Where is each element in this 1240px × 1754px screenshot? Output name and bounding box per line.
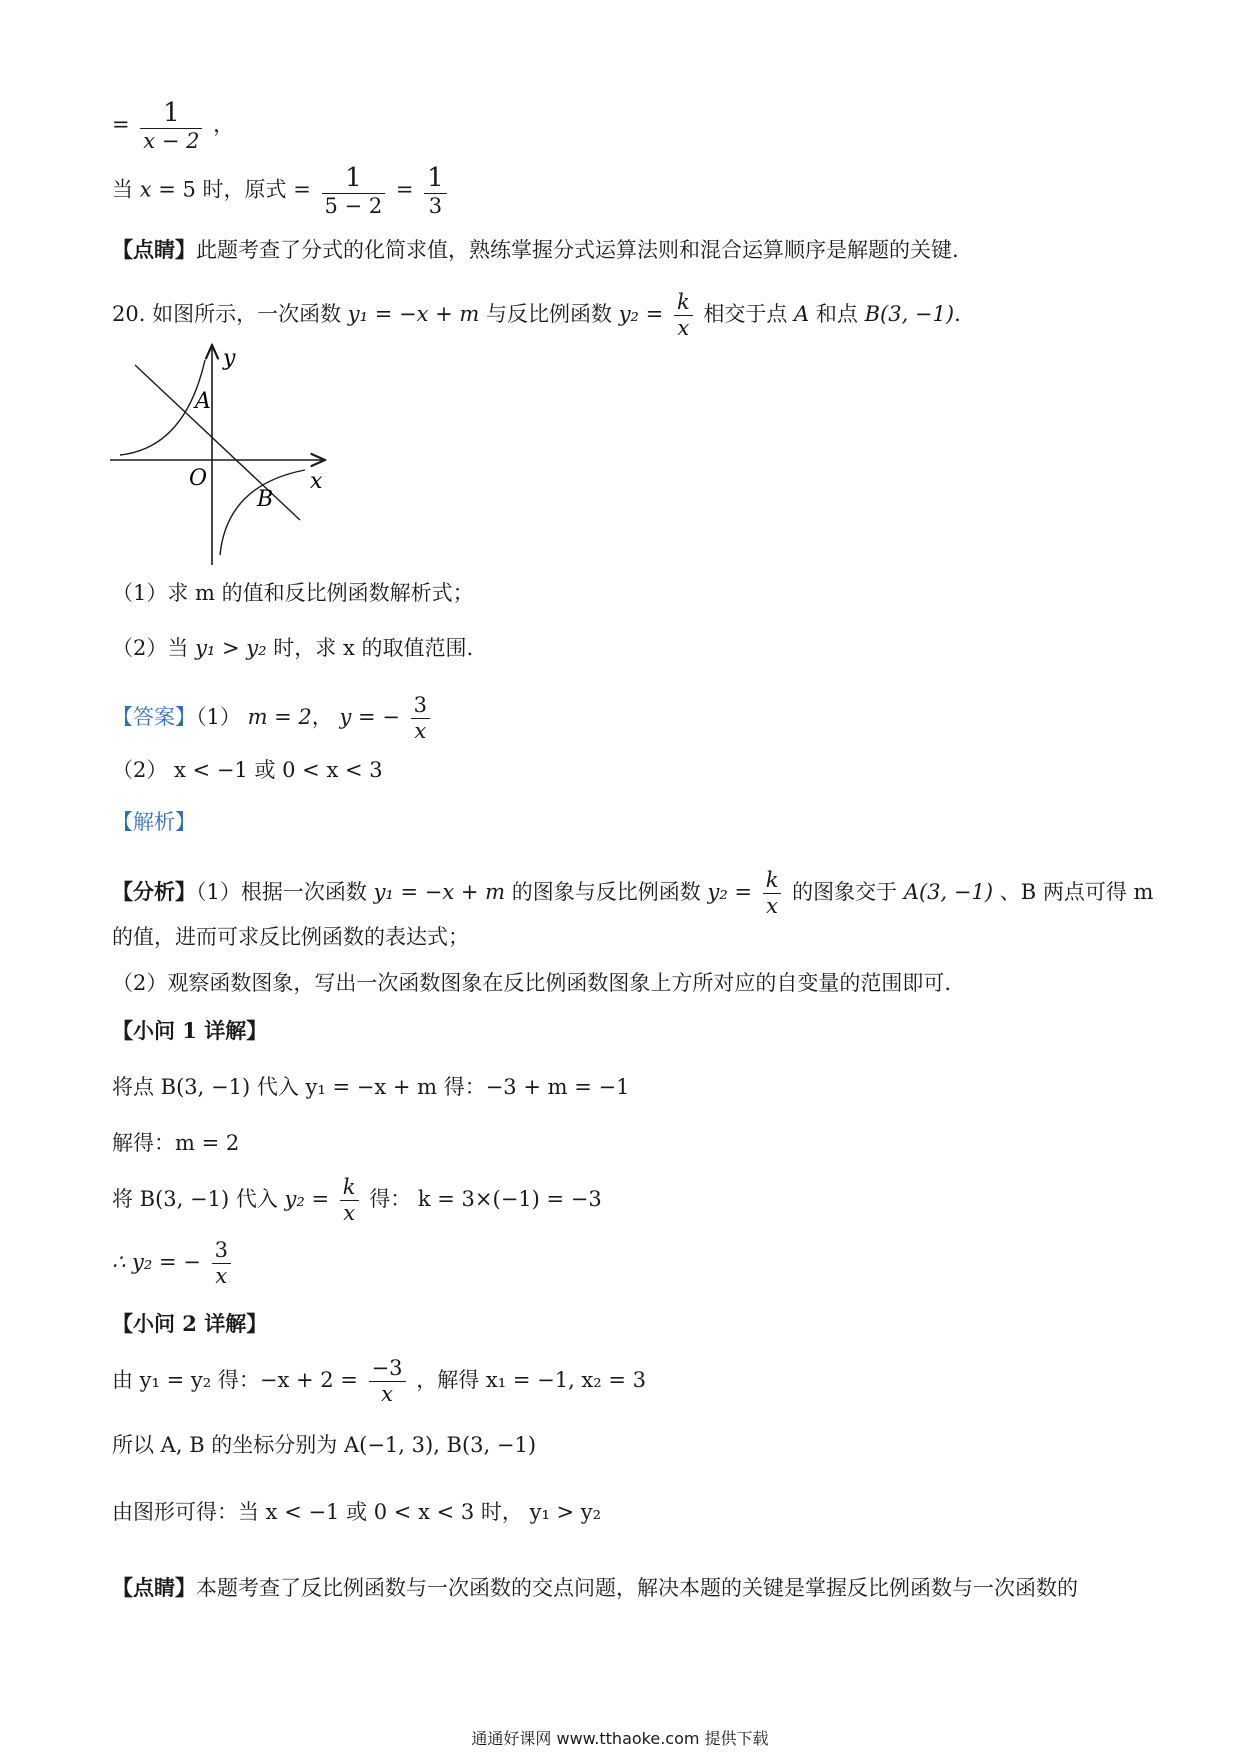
label-x: x xyxy=(310,469,323,494)
text: 时，求 x 的取值范围. xyxy=(273,636,474,660)
comma: ， xyxy=(213,112,235,137)
hyperbola-branch-left xyxy=(120,360,205,455)
denominator: x xyxy=(343,1201,356,1225)
fraction xyxy=(424,165,447,217)
evaluation-line xyxy=(112,165,451,217)
linear-equation: y₁ = −x + m xyxy=(373,880,506,904)
fraction xyxy=(369,1358,406,1405)
analysis-line-1 xyxy=(112,870,1153,917)
text: 将 B(3, −1) 代入 xyxy=(112,1187,278,1211)
numerator: k xyxy=(674,292,693,316)
dianjing-text: 本题考查了反比例函数与一次函数的交点问题，解决本题的关键是掌握反比例函数与一次函数的 xyxy=(196,1576,1078,1600)
text: 得： k = 3×(−1) = −3 xyxy=(369,1187,602,1211)
step-result-function xyxy=(112,1240,235,1287)
text: （1） xyxy=(196,705,241,729)
sub-question-1-label: 【小问 1 详解】 xyxy=(112,1018,268,1043)
text: 的图象交于 xyxy=(792,880,898,904)
label-y: y xyxy=(223,346,236,371)
fraction xyxy=(763,870,782,917)
fraction xyxy=(322,165,386,217)
point-a: A xyxy=(794,302,810,326)
answer-line-2: （2） x < −1 或 0 < x < 3 xyxy=(112,758,383,782)
numerator: 1 xyxy=(322,165,386,194)
sub-question-2-label: 【小问 2 详解】 xyxy=(112,1311,268,1336)
numerator: 3 xyxy=(411,695,430,719)
analysis-line-3: （2）观察函数图象，写出一次函数图象在反比例函数图象上方所对应的自变量的范围即可. xyxy=(112,971,952,995)
fraction xyxy=(674,292,693,339)
text: 如图所示，一次函数 xyxy=(152,302,342,326)
denominator: x xyxy=(215,1264,228,1288)
linear-function-line xyxy=(135,365,300,520)
value: = 5 xyxy=(158,177,196,202)
label-point-b: B xyxy=(257,487,274,512)
step-solve-m: 解得：m = 2 xyxy=(112,1131,240,1155)
inverse-lhs: y₂ = xyxy=(707,880,753,904)
period: . xyxy=(954,302,961,326)
text: 和点 xyxy=(815,302,858,326)
numerator: k xyxy=(763,870,782,894)
denominator: x − 2 xyxy=(143,129,200,153)
problem-statement xyxy=(112,292,961,339)
equals-sign: = xyxy=(112,112,130,137)
step-substitute-b: 将点 B(3, −1) 代入 y₁ = −x + m 得：−3 + m = −1 xyxy=(112,1075,630,1099)
inverse-lhs: y₂ = xyxy=(618,302,664,326)
numerator: 1 xyxy=(140,100,202,129)
problem-number: 20. xyxy=(112,302,146,326)
answer-line-1 xyxy=(112,695,434,742)
page-footer: 通通好课网 www.tthaoke.com 提供下载 xyxy=(471,1729,769,1748)
text: ∴ y₂ = − xyxy=(112,1250,201,1274)
numerator: −3 xyxy=(369,1358,406,1382)
text: 、B 两点可得 m xyxy=(999,880,1154,904)
fenxi-label: 【分析】 xyxy=(112,879,196,904)
text: 时，原式 = xyxy=(202,177,311,202)
linear-equation: y₁ = −x + m xyxy=(347,302,480,326)
fraction-result-line xyxy=(112,100,234,152)
var-x: x xyxy=(139,177,152,202)
question-2 xyxy=(112,638,473,659)
text: （2）当 xyxy=(112,636,189,660)
denominator: 3 xyxy=(428,194,443,218)
point-b: B(3, −1) xyxy=(864,302,955,326)
comment-text: 此题考查了分式的化简求值，熟练掌握分式运算法则和混合运算顺序是解题的关键. xyxy=(196,238,959,262)
denominator: 5 − 2 xyxy=(324,194,383,218)
dianjing-label: 【点睛】 xyxy=(112,1575,196,1600)
text: 由 y₁ = y₂ 得：−x + 2 = xyxy=(112,1368,358,1392)
dianjing-line xyxy=(112,1577,1078,1599)
text: 与反比例函数 xyxy=(486,302,612,326)
answer-m: m = 2 xyxy=(247,705,312,729)
denominator: x xyxy=(677,316,690,340)
denominator: x xyxy=(766,894,778,918)
numerator: k xyxy=(340,1177,359,1201)
label-origin: O xyxy=(189,466,208,491)
numerator: 3 xyxy=(212,1240,231,1264)
question-1: （1）求 m 的值和反比例函数解析式； xyxy=(112,581,474,605)
text: ，解得 x₁ = −1, x₂ = 3 xyxy=(416,1368,646,1392)
text: （1）根据一次函数 xyxy=(196,880,367,904)
step-coordinates: 所以 A, B 的坐标分别为 A(−1, 3), B(3, −1) xyxy=(112,1433,537,1457)
condition: y₁ > y₂ xyxy=(195,636,267,660)
fraction xyxy=(340,1177,359,1224)
analysis-line-2: 的值，进而可求反比例函数的表达式； xyxy=(112,925,469,949)
step-conclusion: 由图形可得：当 x < −1 或 0 < x < 3 时， y₁ > y₂ xyxy=(112,1500,602,1524)
point-a: A(3, −1) xyxy=(903,880,994,904)
step-solve-intersection xyxy=(112,1358,646,1405)
fraction xyxy=(140,100,202,152)
analysis-label: 【解析】 xyxy=(112,810,196,834)
fraction xyxy=(411,695,430,742)
equals-sign: = xyxy=(395,177,414,202)
function-graph xyxy=(105,340,335,570)
label-point-a: A xyxy=(195,389,211,414)
answer-function-lhs: y = − xyxy=(339,705,400,729)
denominator: x xyxy=(414,719,427,743)
numerator: 1 xyxy=(424,165,447,194)
inverse-lhs: y₂ = xyxy=(284,1187,330,1211)
denominator: x xyxy=(381,1382,393,1406)
comma: ， xyxy=(311,705,333,729)
text: 当 xyxy=(112,177,133,202)
comment-label: 【点睛】 xyxy=(112,237,196,262)
answer-label: 【答案】 xyxy=(112,705,196,729)
fraction xyxy=(212,1240,231,1287)
text: 相交于点 xyxy=(703,302,788,326)
comment-line xyxy=(112,239,959,261)
step-find-k xyxy=(112,1177,602,1224)
text: 的图象与反比例函数 xyxy=(511,880,701,904)
